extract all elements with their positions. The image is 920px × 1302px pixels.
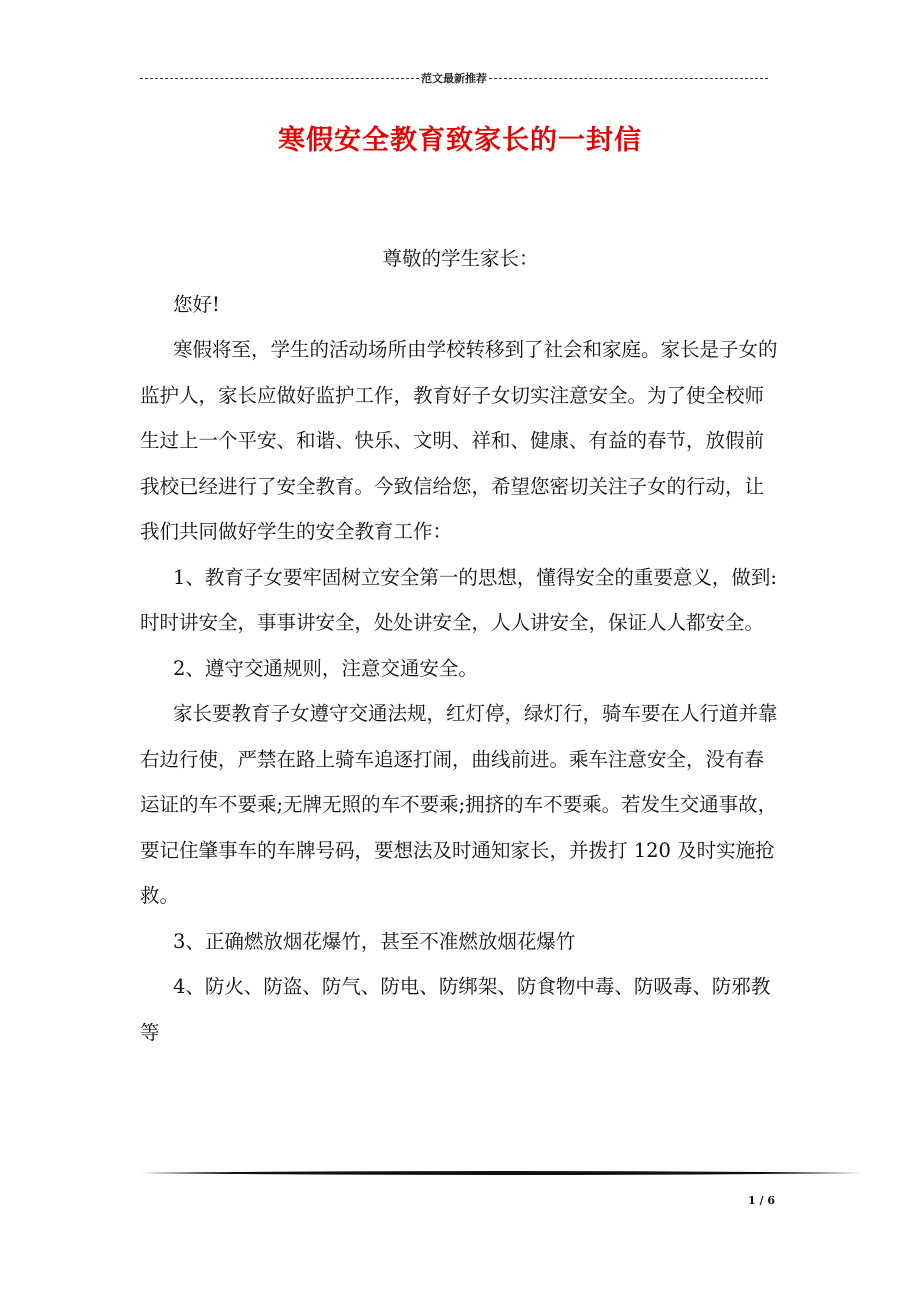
page-number: 1 / 6 [748, 1194, 775, 1207]
header-banner [140, 70, 768, 86]
paragraph-item-4: 4、防火、防盗、防气、防电、防绑架、防食物中毒、防吸毒、防邪教等 [140, 975, 771, 1044]
greeting: 您好! [173, 292, 220, 316]
paragraph-intro: 寒假将至，学生的活动场所由学校转移到了社会和家庭。家长是子女的监护人，家长应做好监护工作，教育好子女切实注意安全。为了使全校师生过上一个平安、和谐、快乐、文明、祥和、健康、有益的春节，放假前我校已经进行了安全教育。今致信给您，希望您密切关注子女的行动，让我们共同做好学生的安全教育工作： [140, 338, 778, 543]
header-dash-left [140, 78, 419, 79]
header-label: 范文最新推荐 [421, 72, 487, 85]
document-title: 寒假安全教育致家长的一封信 [278, 125, 642, 156]
paragraph-item-3: 3、正确燃放烟花爆竹，甚至不准燃放烟花爆竹 [173, 929, 576, 953]
salutation: 尊敬的学生家长： [382, 247, 539, 270]
paragraph-traffic: 家长要教育子女遵守交通法规，红灯停，绿灯行，骑车要在人行道并靠右边行使，严禁在路上骑车追逐打闹，曲线前进。乘车注意安全，没有春运证的车不要乘;无牌无照的车不要乘;拥挤的车不要乘。若发生交通事故，要记住肇事车的车牌号码，要想法及时通知家长，并拨打 120 及时实施抢救。 [140, 702, 778, 907]
paragraph-item-2: 2、遵守交通规则，注意交通安全。 [173, 656, 478, 680]
header-dash-right [489, 78, 768, 79]
letter-body [140, 236, 781, 1055]
paragraph-item-1: 1、教育子女要牢固树立安全第一的思想，懂得安全的重要意义，做到: 时时讲安全，事事讲安全，处处讲安全，人人讲安全，保证人人都安全。 [140, 565, 777, 634]
footer-divider [140, 1168, 863, 1178]
